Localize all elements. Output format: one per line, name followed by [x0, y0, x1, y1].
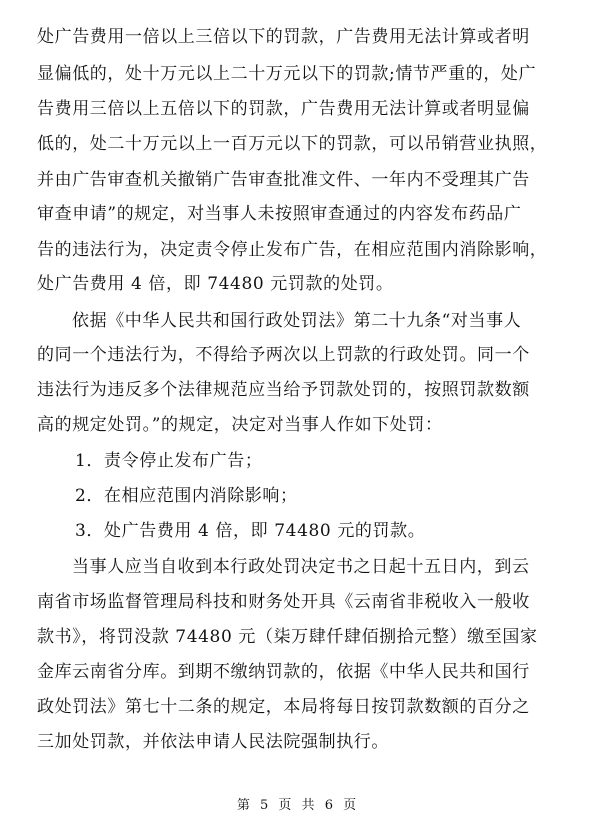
- paragraph-first-line: 依据《中华人民共和国行政处罚法》第二十九条“对当事人: [72, 311, 522, 331]
- body-line: 显偏低的，处十万元以上二十万元以下的罚款;情节严重的，处广: [37, 64, 537, 84]
- body-line: 处广告费用 4 倍，即 74480 元罚款的处罚。: [37, 274, 394, 294]
- body-line: 政处罚法》第七十二条的规定，本局将每日按罚款数额的百分之: [37, 697, 530, 717]
- body-line: 南省市场监督管理局科技和财务处开具《云南省非税收入一般收: [37, 592, 530, 612]
- body-line: 处广告费用一倍以上三倍以下的罚款，广告费用无法计算或者明: [37, 27, 530, 47]
- page-number-footer: 第 5 页 共 6 页: [236, 798, 360, 813]
- body-line: 高的规定处罚。”的规定，决定对当事人作如下处罚：: [37, 415, 443, 435]
- penalty-list-item: 3．处广告费用 4 倍，即 74480 元的罚款。: [75, 521, 426, 541]
- body-line: 违法行为违反多个法律规范应当给予罚款处罚的，按照罚款数额: [37, 380, 530, 400]
- body-line: 金库云南省分库。到期不缴纳罚款的，依据《中华人民共和国行: [37, 662, 530, 682]
- body-line: 告费用三倍以上五倍以下的罚款，广告费用无法计算或者明显偏: [37, 99, 530, 119]
- paragraph-first-line: 当事人应当自收到本行政处罚决定书之日起十五日内，到云: [72, 557, 530, 577]
- body-line: 的同一个违法行为，不得给予两次以上罚款的行政处罚。同一个: [37, 345, 530, 365]
- body-line: 告的违法行为，决定责令停止发布广告，在相应范围内消除影响，: [37, 240, 548, 260]
- body-line: 并由广告审查机关撤销广告审查批准文件、一年内不受理其广告: [37, 170, 530, 190]
- body-line: 款书》，将罚没款 74480 元（柒万肆仟肆佰捌拾元整）缴至国家: [37, 627, 538, 647]
- body-line: 低的，处二十万元以上一百万元以下的罚款，可以吊销营业执照，: [37, 134, 548, 154]
- body-line: 三加处罚款，并依法申请人民法院强制执行。: [37, 732, 389, 752]
- penalty-list-item: 2．在相应范围内消除影响；: [75, 486, 298, 506]
- body-line: 审查申请”的规定，对当事人未按照审查通过的内容发布药品广: [37, 204, 522, 224]
- penalty-list-item: 1．责令停止发布广告；: [75, 451, 263, 471]
